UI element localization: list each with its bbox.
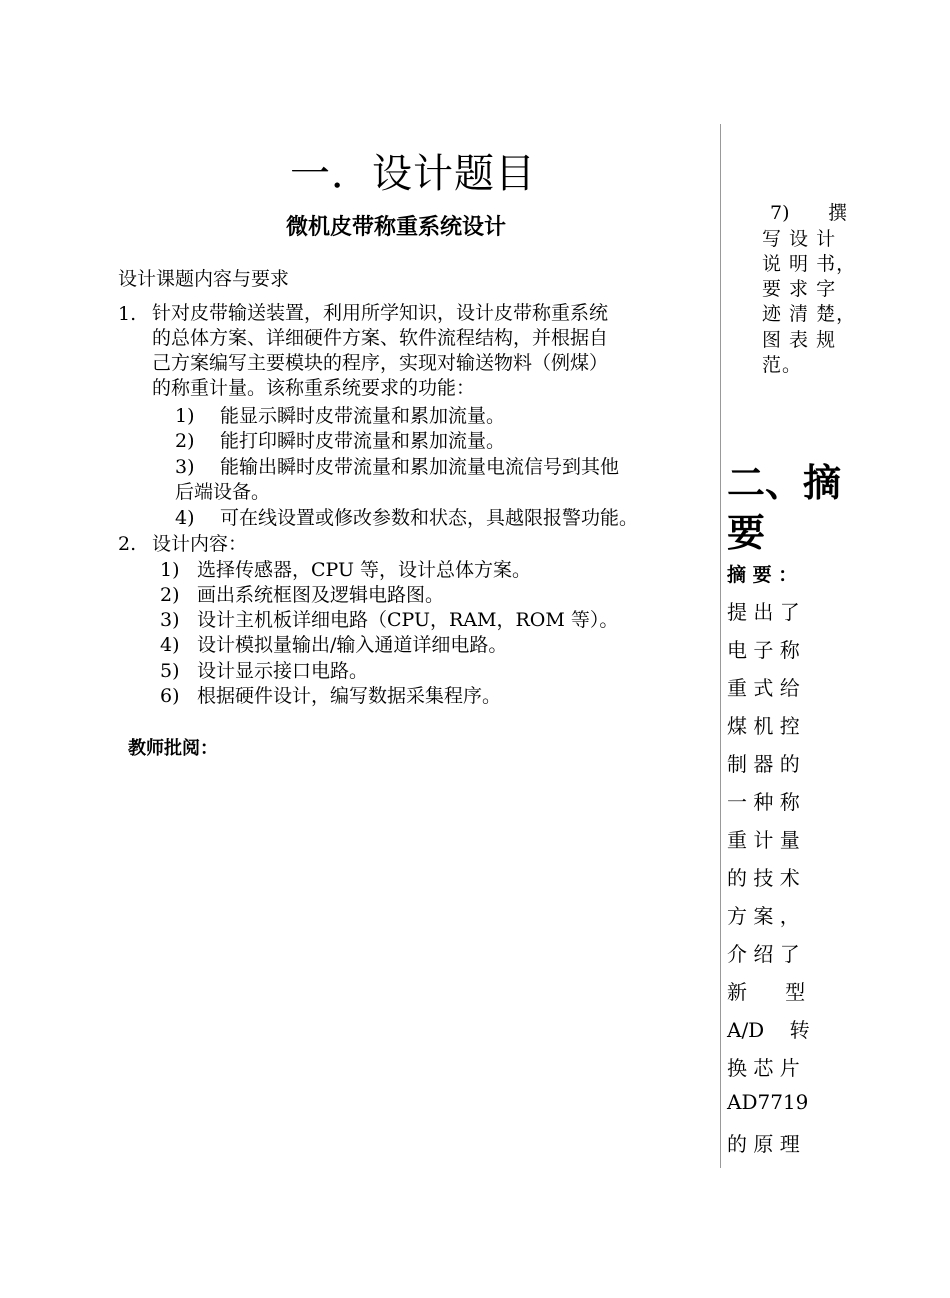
- abstract-line: 一 种 称: [727, 790, 800, 814]
- item2-sub-text: 设计模拟量输出/输入通道详细电路。: [197, 634, 508, 656]
- item7-line: 要 求 字: [762, 278, 837, 300]
- item1-line-1: 针对皮带输送装置，利用所学知识，设计皮带称重系统: [152, 302, 609, 324]
- item1-sub-text: 可在线设置或修改参数和状态，具越限报警功能。: [220, 507, 639, 529]
- abstract-line: 重 计 量: [727, 828, 800, 852]
- item7-line: 图 表 规: [762, 329, 837, 351]
- item1-number: 1.: [118, 303, 137, 325]
- item7-line: 说 明 书，: [762, 253, 857, 275]
- item2-sub-text: 画出系统框图及逻辑电路图。: [197, 584, 445, 606]
- item2-number: 2.: [118, 533, 137, 555]
- abstract-line: 重 式 给: [727, 676, 800, 700]
- abstract-line: A/D 转: [727, 1018, 810, 1042]
- item2-sub-num: 4): [160, 634, 180, 656]
- item1-sub-text: 能输出瞬时皮带流量和累加流量电流信号到其他: [220, 456, 620, 478]
- item2-sub-num: 1): [160, 559, 180, 581]
- column-divider: [720, 124, 721, 1168]
- abstract-line: 煤 机 控: [727, 714, 800, 738]
- item1-line-3: 己方案编写主要模块的程序，实现对输送物料（例煤）: [152, 352, 609, 374]
- item2-sub-num: 2): [160, 584, 180, 606]
- item1-sub-num: 4): [175, 507, 195, 529]
- item7-line: 范。: [762, 354, 803, 376]
- item2-sub-num: 5): [160, 660, 180, 682]
- abstract-line: 的 原 理: [727, 1132, 800, 1156]
- abstract-line: 换 芯 片: [727, 1056, 800, 1080]
- abstract-label: 摘 要 ：: [727, 564, 798, 586]
- item1-sub-num: 2): [175, 430, 195, 452]
- abstract-line: 电 子 称: [727, 638, 800, 662]
- main-heading: 一．设计题目: [290, 151, 536, 197]
- abstract-line: 提 出 了: [727, 600, 800, 624]
- item2-sub-num: 3): [160, 609, 180, 631]
- item2-sub-text: 设计主机板详细电路（CPU，RAM，ROM 等）。: [197, 609, 619, 631]
- item1-line-2: 的总体方案、详细硬件方案、软件流程结构，并根据自: [152, 327, 609, 349]
- item7-line: 迹 清 楚，: [762, 303, 857, 325]
- item1-sub-text: 能显示瞬时皮带流量和累加流量。: [220, 405, 506, 427]
- teacher-review-label: 教师批阅：: [128, 738, 218, 759]
- abstract-line: 新 型: [727, 980, 806, 1004]
- item2-sub-text: 设计显示接口电路。: [197, 660, 369, 682]
- item2-sub-num: 6): [160, 685, 180, 707]
- abstract-line: AD7719: [727, 1090, 809, 1114]
- abstract-line: 方 案 ，: [727, 904, 800, 928]
- abstract-heading: 二、摘要: [727, 461, 842, 555]
- section-label: 设计课题内容与要求: [118, 268, 290, 290]
- abstract-line: 介 绍 了: [727, 942, 800, 966]
- item7-line: 写 设 计: [762, 228, 837, 250]
- item1-sub-text-cont: 后端设备。: [175, 481, 271, 503]
- item2-title: 设计内容：: [152, 533, 248, 555]
- item2-sub-text: 选择传感器，CPU 等，设计总体方案。: [197, 559, 532, 581]
- item1-sub-num: 1): [175, 405, 195, 427]
- item7-first-char: 撰: [828, 202, 848, 224]
- abstract-line: 制 器 的: [727, 752, 800, 776]
- abstract-line: 的 技 术: [727, 866, 800, 890]
- item7-number: 7): [770, 202, 790, 224]
- item2-sub-text: 根据硬件设计，编写数据采集程序。: [197, 685, 502, 707]
- item1-sub-text: 能打印瞬时皮带流量和累加流量。: [220, 430, 506, 452]
- item1-sub-num: 3): [175, 456, 195, 478]
- item1-line-4: 的称重计量。该称重系统要求的功能：: [152, 377, 476, 399]
- subtitle: 微机皮带称重系统设计: [286, 215, 507, 240]
